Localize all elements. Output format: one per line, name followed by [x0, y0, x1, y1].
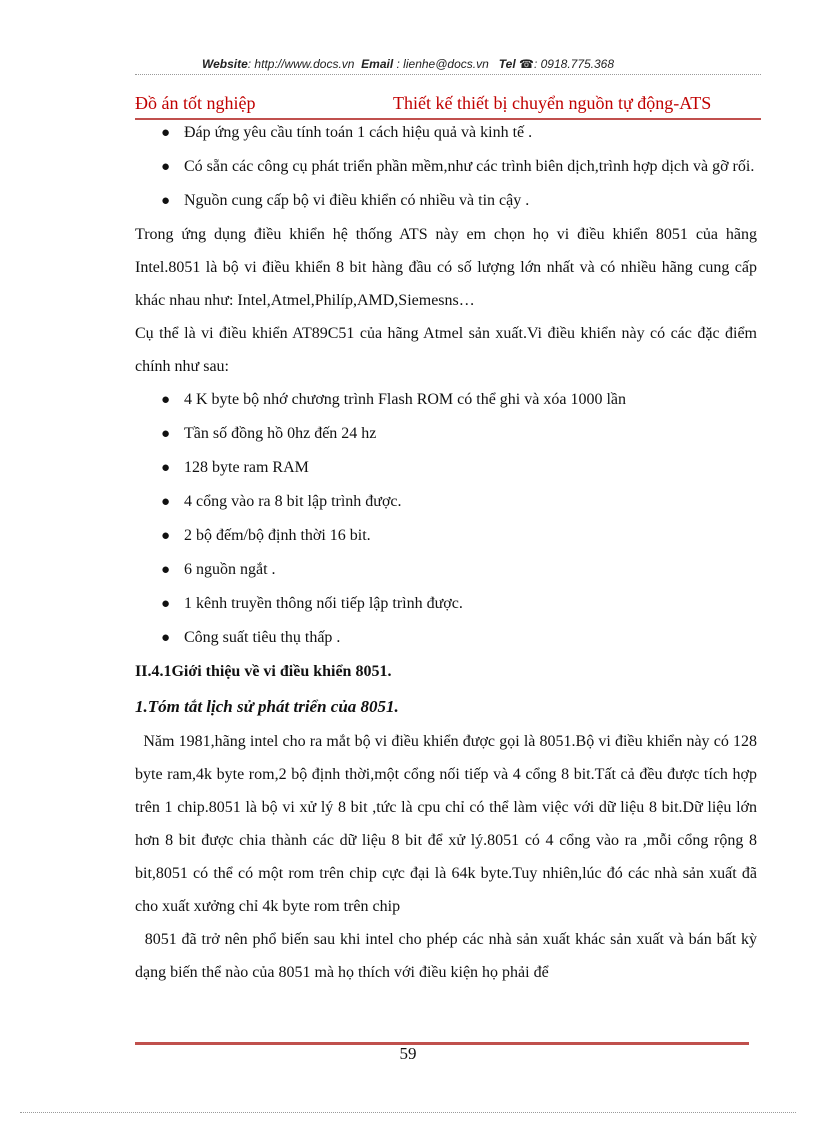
list-item — [135, 417, 757, 451]
site-header — [0, 57, 816, 71]
list-item — [135, 621, 757, 655]
list-item-text: Tần số đồng hồ 0hz đến 24 hz — [184, 425, 377, 442]
document-header-left: Đồ án tốt nghiệp — [135, 93, 256, 113]
website-url[interactable]: : http://www.docs.vn — [247, 57, 355, 71]
bullet-icon: ● — [161, 193, 171, 209]
subsection-heading: 1.Tóm tắt lịch sử phát triển của 8051. — [135, 697, 399, 716]
document-header-right: Thiết kế thiết bị chuyển nguồn tự động-ATS — [393, 93, 712, 113]
email-value[interactable]: : lienhe@docs.vn — [396, 57, 489, 71]
bullet-icon: ● — [161, 426, 171, 442]
list-item-text: 4 cổng vào ra 8 bit lập trình được. — [184, 493, 402, 510]
paragraph: Năm 1981,hãng intel cho ra mắt bộ vi điều khiển được gọi là 8051.Bộ vi điều khiển này có 128 byte ram,4k byte rom,2 bộ định thời,một cổng nối tiếp và 4 cổng 8 bit.Tất cả đều được tích hợp trên 1 chip.8051 là bộ vi xử lý 8 bit ,tức là cpu chỉ có thể làm việc với dữ liệu 8 bit.Dữ liệu lớn hơn 8 bit được chia thành các dữ liệu 8 bit để xử lý.8051 có 4 cổng vào ra ,mỗi cổng rộng 8 bit,8051 có thể có một rom trên chip cực đại là 64k byte.Tuy nhiên,lúc đó các nhà sản xuất đã cho xuất xưởng chỉ 4k byte rom trên chip — [135, 733, 762, 915]
list-item-text: Có sẵn các công cụ phát triển phần mềm,như các trình biên dịch,trình hợp dịch và gỡ rối. — [184, 158, 755, 175]
list-item-text: Nguồn cung cấp bộ vi điều khiển có nhiều và tin cậy . — [184, 192, 530, 209]
bullet-icon: ● — [161, 125, 171, 141]
bullet-icon: ● — [161, 630, 171, 646]
list-item-text: Đáp ứng yêu cầu tính toán 1 cách hiệu quả và kinh tế . — [184, 124, 533, 141]
page-number: 59 — [399, 1044, 417, 1063]
tel-label: Tel ☎ — [498, 57, 534, 71]
list-item-text: 6 nguồn ngắt . — [184, 561, 276, 578]
header-divider — [135, 74, 761, 75]
list-item — [135, 553, 757, 587]
list-item — [135, 519, 757, 553]
list-item-text: Công suất tiêu thụ thấp . — [184, 629, 341, 646]
bullet-icon: ● — [161, 159, 171, 175]
section-heading: II.4.1Giới thiệu về vi điều khiển 8051. — [135, 663, 392, 680]
website-label: Website — [201, 57, 248, 71]
list-item-text: 2 bộ đếm/bộ định thời 16 bit. — [184, 527, 371, 544]
email-label: Email — [361, 57, 394, 71]
bullet-icon: ● — [161, 528, 171, 544]
paragraph: 8051 đã trở nên phổ biến sau khi intel cho phép các nhà sản xuất khác sản xuất và bán bất kỳ dạng biến thể nào của 8051 mà họ thích với điều kiện họ phải để — [135, 931, 762, 981]
paragraph: Cụ thể là vi điều khiển AT89C51 của hãng Atmel sản xuất.Vi điều khiển này có các đặc điểm chính như sau: — [135, 325, 757, 375]
list-item — [135, 485, 757, 519]
bullet-icon: ● — [161, 596, 171, 612]
list-item-text: 4 K byte bộ nhớ chương trình Flash ROM có thể ghi và xóa 1000 lần — [184, 391, 626, 408]
document-body — [135, 116, 762, 989]
list-item — [135, 587, 757, 621]
list-item — [135, 383, 757, 417]
bullet-icon: ● — [161, 460, 171, 476]
list-item-text: 1 kênh truyền thông nối tiếp lập trình được. — [184, 595, 463, 612]
bullet-icon: ● — [161, 562, 171, 578]
list-item — [135, 150, 757, 184]
paragraph: Trong ứng dụng điều khiển hệ thống ATS này em chọn họ vi điều khiển 8051 của hãng Intel.8051 là bộ vi điều khiển 8 bit hàng đầu có số lượng lớn nhất và có nhiều hãng cung cấp khác nhau như: Intel,Atmel,Philíp,AMD,Siemesns… — [135, 226, 757, 309]
bullet-icon: ● — [161, 494, 171, 510]
bullet-icon: ● — [161, 392, 171, 408]
tel-value: : 0918.775.368 — [533, 57, 615, 71]
list-item-text: 128 byte ram RAM — [184, 459, 309, 476]
list-item — [135, 451, 757, 485]
list-item — [135, 184, 757, 218]
page-bottom-divider — [20, 1112, 796, 1113]
list-item — [135, 116, 757, 150]
